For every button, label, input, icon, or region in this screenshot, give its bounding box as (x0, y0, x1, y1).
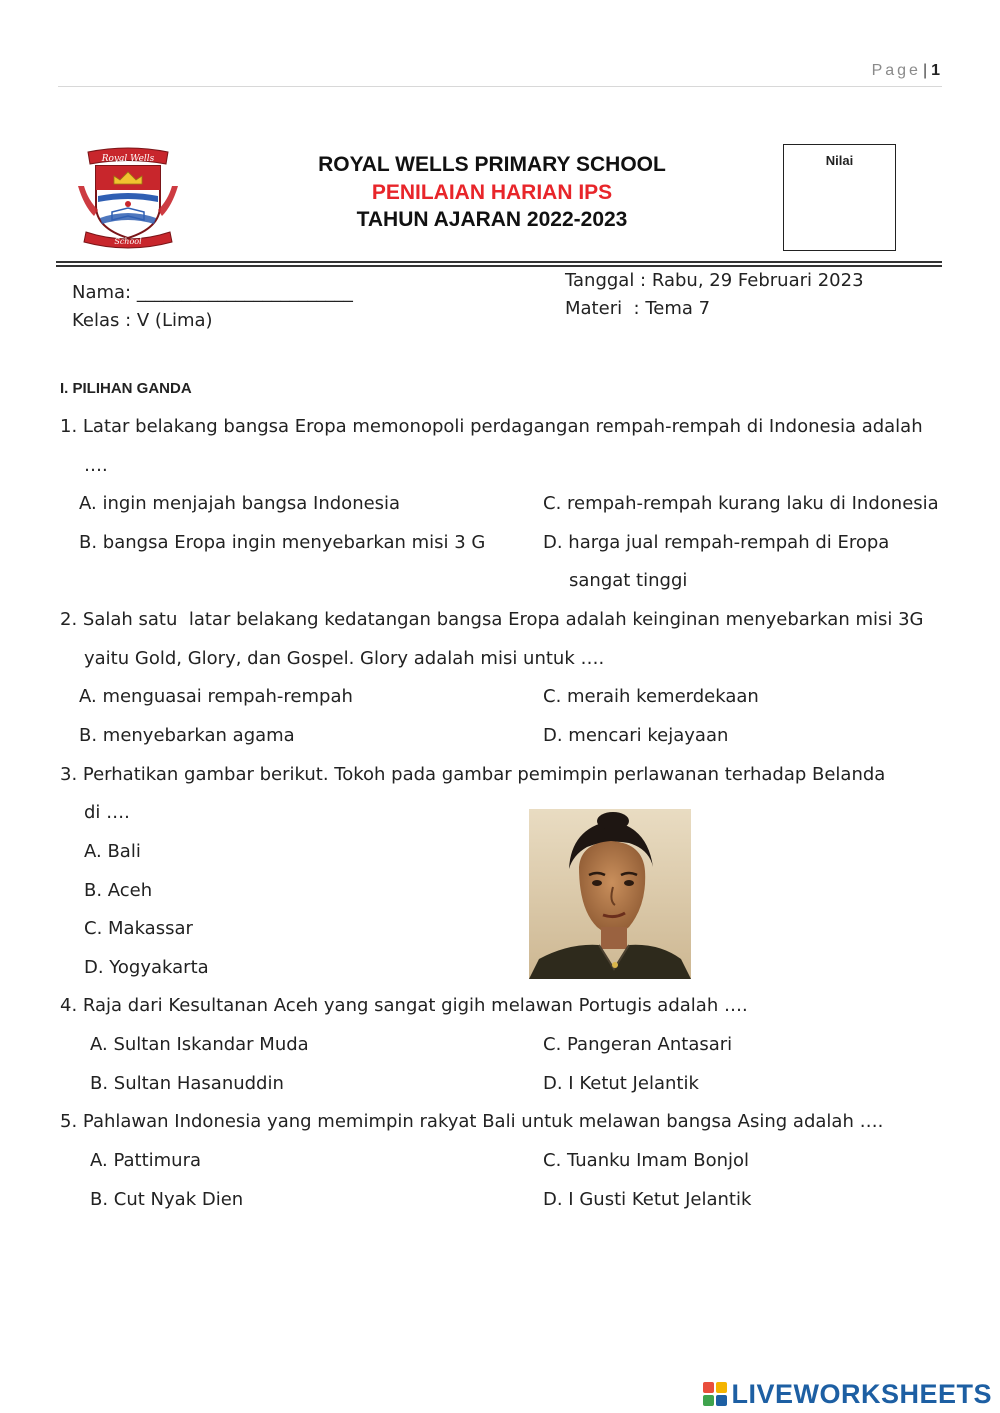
question-3-stem: 3. Perhatikan gambar berikut. Tokoh pada gambar pemimpin perlawanan terhadap Belanda (60, 764, 886, 785)
student-class: Kelas : V (Lima) (72, 310, 213, 331)
question-4-option-c[interactable]: C. Pangeran Antasari (543, 1034, 733, 1055)
question-3-option-c[interactable]: C. Makassar (84, 918, 193, 939)
page-label: Page (871, 62, 921, 79)
academic-year: TAHUN AJARAN 2022-2023 (356, 208, 628, 231)
question-2-option-a[interactable]: A. menguasai rempah-rempah (79, 686, 353, 707)
student-name-field[interactable]: Nama: ________________________ (72, 282, 353, 303)
question-4-option-a[interactable]: A. Sultan Iskandar Muda (90, 1034, 309, 1055)
question-3-option-b[interactable]: B. Aceh (84, 880, 153, 901)
question-3-stem-cont: di …. (84, 802, 130, 823)
question-2-stem-cont: yaitu Gold, Glory, dan Gospel. Glory adalah misi untuk …. (84, 648, 605, 669)
question-2-option-d[interactable]: D. mencari kejayaan (543, 725, 729, 746)
question-1-option-a[interactable]: A. ingin menjajah bangsa Indonesia (79, 493, 401, 514)
logo-banner-bottom: School (114, 237, 142, 246)
liveworksheets-watermark[interactable] (703, 1379, 992, 1409)
question-2-option-c[interactable]: C. meraih kemerdekaan (543, 686, 759, 707)
section-title: I. PILIHAN GANDA (60, 380, 192, 397)
question-5-option-d[interactable]: D. I Gusti Ketut Jelantik (543, 1189, 752, 1210)
question-4-option-b[interactable]: B. Sultan Hasanuddin (90, 1073, 284, 1094)
portrait-image (529, 809, 691, 979)
question-5-option-b[interactable]: B. Cut Nyak Dien (90, 1189, 244, 1210)
question-5-option-a[interactable]: A. Pattimura (90, 1150, 202, 1171)
question-3-option-a[interactable]: A. Bali (84, 841, 141, 862)
question-4-option-d[interactable]: D. I Ketut Jelantik (543, 1073, 699, 1094)
header-divider-top (56, 261, 942, 263)
score-label: Nilai (825, 153, 854, 168)
logo-banner-top: Royal Wells (101, 154, 155, 164)
question-5-stem: 5. Pahlawan Indonesia yang memimpin rakyat Bali untuk melawan bangsa Asing adalah …. (60, 1111, 884, 1132)
question-1-option-c[interactable]: C. rempah-rempah kurang laku di Indonesia (543, 493, 939, 514)
header-divider-bottom (56, 265, 942, 267)
header-rule (58, 86, 942, 87)
page-number-value: 1 (931, 62, 940, 79)
school-logo (74, 146, 182, 250)
watermark-text: LIVEWORKSHEETS (731, 1378, 992, 1409)
question-5-option-c[interactable]: C. Tuanku Imam Bonjol (543, 1150, 750, 1171)
question-1-option-b[interactable]: B. bangsa Eropa ingin menyebarkan misi 3 G (79, 532, 486, 553)
test-date: Tanggal : Rabu, 29 Februari 2023 (565, 270, 864, 291)
question-1-stem-cont: …. (84, 455, 108, 476)
liveworksheets-icon (703, 1382, 727, 1406)
score-box[interactable] (783, 144, 896, 251)
test-topic: Materi : Tema 7 (565, 298, 711, 319)
question-4-stem: 4. Raja dari Kesultanan Aceh yang sangat gigih melawan Portugis adalah …. (60, 995, 748, 1016)
question-1-stem: 1. Latar belakang bangsa Eropa memonopoli perdagangan rempah-rempah di Indonesia adalah (60, 416, 923, 437)
question-3-option-d[interactable]: D. Yogyakarta (84, 957, 209, 978)
question-1-option-d[interactable]: D. harga jual rempah-rempah di Eropa (543, 532, 890, 553)
question-2-stem: 2. Salah satu latar belakang kedatangan bangsa Eropa adalah keinginan menyebarkan misi 3G (60, 609, 924, 630)
question-2-option-b[interactable]: B. menyebarkan agama (79, 725, 295, 746)
school-name: ROYAL WELLS PRIMARY SCHOOL (318, 153, 666, 176)
test-title: PENILAIAN HARIAN IPS (371, 181, 613, 204)
page-number (872, 62, 940, 80)
question-1-option-d-cont[interactable]: sangat tinggi (569, 570, 688, 591)
page-separator: | (922, 62, 928, 79)
